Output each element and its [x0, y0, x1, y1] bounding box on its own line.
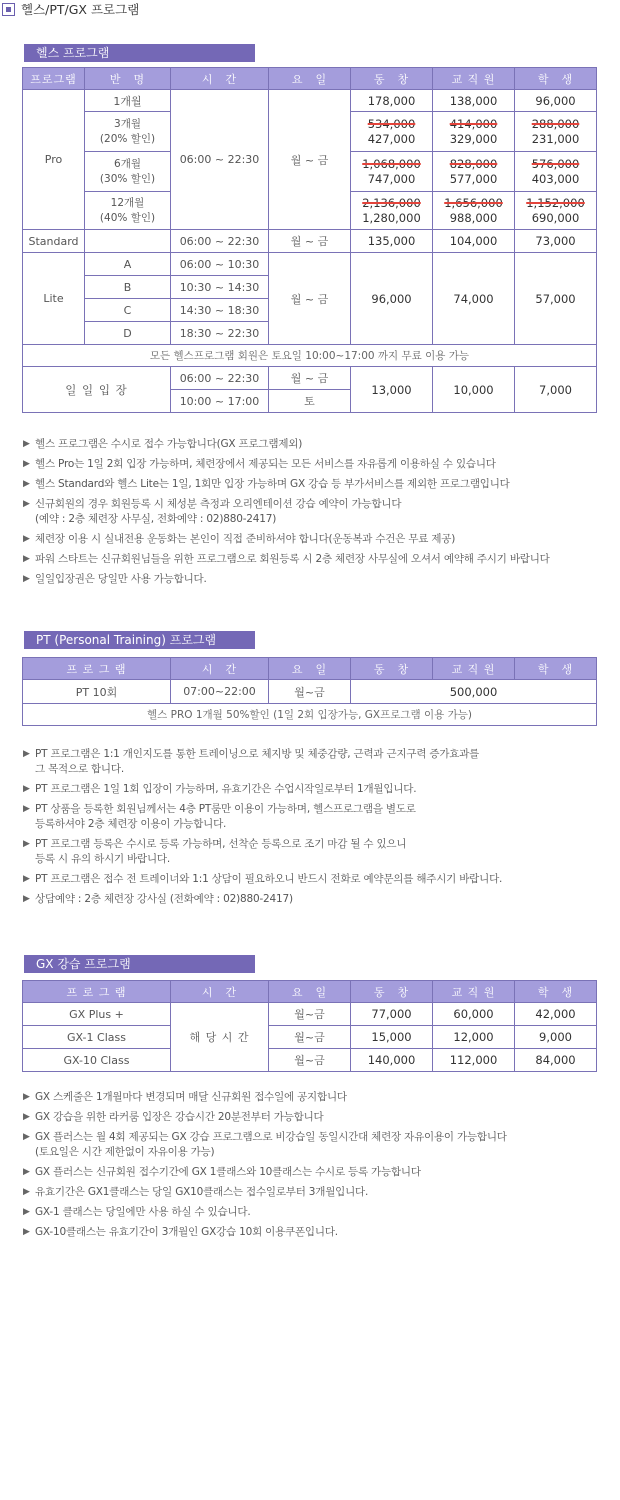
price-student: 57,000: [515, 253, 597, 345]
note-text: PT 프로그램 등록은 수시로 등록 가능하며, 선착순 등록으로 조기 마감 될 수 있으니: [35, 838, 407, 850]
price-student: 7,000: [515, 367, 597, 413]
original-price: 2,136,000: [362, 195, 421, 210]
triangle-bullet-icon: ▶: [23, 749, 30, 759]
note-text: 상담예약 : 2층 체련장 강사실 (전화예약 : 02)880-2417): [35, 893, 293, 905]
note-text: (예약 : 2층 체련장 사무실, 전화예약 : 02)880-2417): [35, 513, 277, 525]
table-row: [23, 90, 597, 112]
price-alumni: 140,000: [351, 1049, 433, 1072]
triangle-bullet-icon: ▶: [23, 839, 30, 849]
note-item: [23, 1110, 603, 1125]
discount-price: 403,000: [531, 171, 580, 186]
pt-notes: [23, 747, 603, 912]
triangle-bullet-icon: ▶: [23, 894, 30, 904]
col-header: 반 명: [85, 68, 171, 90]
col-header: 학 생: [515, 658, 597, 680]
table-row: [23, 367, 597, 390]
col-header: 동 창: [351, 981, 433, 1003]
discount-price: 329,000: [449, 131, 498, 146]
program-name: Standard: [23, 230, 85, 253]
original-price: 1,068,000: [362, 156, 421, 171]
discount-price: 577,000: [449, 171, 498, 186]
col-header: 프로그램: [23, 68, 85, 90]
col-header: 교 직 원: [433, 68, 515, 90]
table-note-row: [23, 704, 597, 726]
page-title: 헬스/PT/GX 프로그램: [21, 2, 140, 17]
class-name: 6개월 (30% 할인): [85, 152, 171, 192]
original-price: 534,000: [367, 116, 416, 131]
note-item: [23, 532, 603, 547]
note-text: 유효기간은 GX1클래스는 당일 GX10클래스는 접수일로부터 3개월입니다.: [35, 1186, 369, 1198]
col-header: 동 창: [351, 68, 433, 90]
note-text: GX 플러스는 월 4회 제공되는 GX 강습 프로그램으로 비강습일 동일시간대 체련장 자유이용이 가능합니다: [35, 1131, 507, 1143]
price-staff: 112,000: [433, 1049, 515, 1072]
note-item: [23, 477, 603, 492]
time-cell: 06:00 ~ 22:30: [171, 367, 269, 390]
note-text: 헬스 Standard와 헬스 Lite는 1일, 1회만 입장 가능하며 GX 강습 등 부가서비스를 제외한 프로그램입니다: [35, 478, 510, 490]
note-text: 체련장 이용 시 실내전용 운동화는 본인이 직접 준비하셔야 합니다(운동복과 수건은 무료 제공): [35, 533, 456, 545]
triangle-bullet-icon: ▶: [23, 804, 30, 814]
table-header-row: [23, 658, 597, 680]
price-student: 9,000: [515, 1026, 597, 1049]
gx-section-tab: GX 강습 프로그램: [24, 955, 255, 973]
gx-notes: [23, 1090, 603, 1245]
price-student: 84,000: [515, 1049, 597, 1072]
price-staff: 104,000: [433, 230, 515, 253]
price-staff: [433, 152, 515, 192]
col-header: 교 직 원: [433, 981, 515, 1003]
col-header: 요 일: [269, 658, 351, 680]
note-item: [23, 1225, 603, 1240]
program-name: Pro: [23, 90, 85, 230]
days-cell: 월~금: [269, 1049, 351, 1072]
time-cell: 해 당 시 간: [171, 1003, 269, 1072]
time-cell: 10:00 ~ 17:00: [171, 390, 269, 413]
discount-price: 231,000: [531, 131, 580, 146]
triangle-bullet-icon: ▶: [23, 1187, 30, 1197]
original-price: 1,656,000: [444, 195, 503, 210]
note-item: [23, 572, 603, 587]
note-item: [23, 782, 603, 797]
note-item: [23, 1130, 603, 1160]
table-note-row: [23, 345, 597, 367]
triangle-bullet-icon: ▶: [23, 1227, 30, 1237]
price-student: 73,000: [515, 230, 597, 253]
note-text: 등록하셔야 2층 체련장 이용이 가능합니다.: [35, 818, 227, 830]
note-text: PT 프로그램은 1:1 개인지도를 통한 트레이닝으로 체지방 및 체중감량, 근력과 근지구력 증가효과를: [35, 748, 480, 760]
triangle-bullet-icon: ▶: [23, 459, 30, 469]
class-name: 12개월 (40% 할인): [85, 192, 171, 230]
page-header: [2, 0, 139, 18]
table-row: [23, 230, 597, 253]
table-header-row: [23, 981, 597, 1003]
note-text: 파워 스타트는 신규회원님들을 위한 프로그램으로 회원등록 시 2층 체련장 사무실에 오셔서 예약해 주시기 바랍니다: [35, 553, 550, 565]
table-row: [23, 680, 597, 704]
original-price: 576,000: [531, 156, 580, 171]
price-staff: 60,000: [433, 1003, 515, 1026]
days-cell: 월 ~ 금: [269, 367, 351, 390]
price-alumni: 77,000: [351, 1003, 433, 1026]
original-price: 414,000: [449, 116, 498, 131]
triangle-bullet-icon: ▶: [23, 439, 30, 449]
col-header: 요 일: [269, 68, 351, 90]
triangle-bullet-icon: ▶: [23, 874, 30, 884]
price-alumni: [351, 112, 433, 152]
triangle-bullet-icon: ▶: [23, 1112, 30, 1122]
col-header: 프 로 그 램: [23, 981, 171, 1003]
program-name: Lite: [23, 253, 85, 345]
days-cell: 월~금: [269, 1003, 351, 1026]
table-row: [23, 1049, 597, 1072]
col-header: 시 간: [171, 68, 269, 90]
days-cell: 월 ~ 금: [269, 90, 351, 230]
pt-price-table: [22, 657, 597, 726]
price-alumni: 135,000: [351, 230, 433, 253]
class-name: C: [85, 299, 171, 322]
note-text: 일일입장권은 당일만 사용 가능합니다.: [35, 573, 207, 585]
col-header: 시 간: [171, 658, 269, 680]
price-alumni: 178,000: [351, 90, 433, 112]
note-item: [23, 1165, 603, 1180]
price-alumni: [351, 152, 433, 192]
price-alumni: [351, 192, 433, 230]
note-text: 헬스 Pro는 1일 2회 입장 가능하며, 체련장에서 제공되는 모든 서비스를 자유롭게 이용하실 수 있습니다: [35, 458, 496, 470]
program-name: PT 10회: [23, 680, 171, 704]
note-item: [23, 837, 603, 867]
col-header: 학 생: [515, 981, 597, 1003]
note-item: [23, 747, 603, 777]
price-staff: [433, 192, 515, 230]
price-staff: 10,000: [433, 367, 515, 413]
col-header: 프 로 그 램: [23, 658, 171, 680]
note-item: [23, 437, 603, 452]
triangle-bullet-icon: ▶: [23, 784, 30, 794]
square-bullet-icon: [2, 3, 15, 16]
col-header: 학 생: [515, 68, 597, 90]
note-text: GX 강습을 위한 라커룸 입장은 강습시간 20분전부터 가능합니다: [35, 1111, 324, 1123]
program-name: GX-1 Class: [23, 1026, 171, 1049]
price-student: [515, 152, 597, 192]
discount-price: 1,280,000: [362, 210, 421, 225]
health-section-tab: 헬스 프로그램: [24, 44, 255, 62]
note-text: 헬스 프로그램은 수시로 접수 가능합니다(GX 프로그램제외): [35, 438, 303, 450]
triangle-bullet-icon: ▶: [23, 534, 30, 544]
note-item: [23, 802, 603, 832]
gx-price-table: [22, 980, 597, 1072]
discount-price: 747,000: [367, 171, 416, 186]
price-alumni: 15,000: [351, 1026, 433, 1049]
table-row: [23, 1026, 597, 1049]
price-student: [515, 112, 597, 152]
note-text: GX 스케줄은 1개월마다 변경되며 매달 신규회원 접수일에 공지합니다: [35, 1091, 347, 1103]
health-price-table: [22, 67, 597, 413]
col-header: 동 창: [351, 658, 433, 680]
note-item: [23, 872, 603, 887]
pt-note: 헬스 PRO 1개월 50%할인 (1일 2회 입장가능, GX프로그램 이용 가능): [23, 704, 597, 726]
triangle-bullet-icon: ▶: [23, 479, 30, 489]
note-text: GX 플러스는 신규회원 접수기간에 GX 1클래스와 10클래스는 수시로 등록 가능합니다: [35, 1166, 421, 1178]
discount-price: 427,000: [367, 131, 416, 146]
note-item: [23, 552, 603, 567]
class-name: 3개월 (20% 할인): [85, 112, 171, 152]
days-cell: 월 ~ 금: [269, 230, 351, 253]
original-price: 288,000: [531, 116, 580, 131]
price-staff: 12,000: [433, 1026, 515, 1049]
original-price: 828,000: [449, 156, 498, 171]
program-name: 일 일 입 장: [23, 367, 171, 413]
days-cell: 월~금: [269, 680, 351, 704]
class-name: [85, 230, 171, 253]
time-cell: 10:30 ~ 14:30: [171, 276, 269, 299]
time-cell: 06:00 ~ 10:30: [171, 253, 269, 276]
pt-section-tab: PT (Personal Training) 프로그램: [24, 631, 255, 649]
price-staff: 74,000: [433, 253, 515, 345]
note-item: [23, 1090, 603, 1105]
class-name: 1개월: [85, 90, 171, 112]
triangle-bullet-icon: ▶: [23, 574, 30, 584]
table-row: [23, 1003, 597, 1026]
note-item: [23, 1205, 603, 1220]
note-item: [23, 892, 603, 907]
time-cell: 14:30 ~ 18:30: [171, 299, 269, 322]
class-name: B: [85, 276, 171, 299]
time-cell: 18:30 ~ 22:30: [171, 322, 269, 345]
price-staff: [433, 112, 515, 152]
note-text: GX-10클래스는 유효기간이 3개월인 GX강습 10회 이용쿠폰입니다.: [35, 1226, 338, 1238]
table-row: [23, 253, 597, 276]
class-name: A: [85, 253, 171, 276]
price-alumni: 13,000: [351, 367, 433, 413]
note-text: PT 프로그램은 1일 1회 입장이 가능하며, 유효기간은 수업시작일로부터 1개월입니다.: [35, 783, 417, 795]
triangle-bullet-icon: ▶: [23, 1132, 30, 1142]
col-header: 요 일: [269, 981, 351, 1003]
time-cell: 06:00 ~ 22:30: [171, 90, 269, 230]
note-text: 그 목적으로 합니다.: [35, 763, 124, 775]
saturday-note: 모든 헬스프로그램 회원은 토요일 10:00~17:00 까지 무료 이용 가능: [23, 345, 597, 367]
note-text: PT 프로그램은 접수 전 트레이너와 1:1 상담이 필요하오니 반드시 전화로 예약문의를 해주시기 바랍니다.: [35, 873, 503, 885]
col-header: 시 간: [171, 981, 269, 1003]
table-header-row: [23, 68, 597, 90]
note-item: [23, 497, 603, 527]
price-student: 96,000: [515, 90, 597, 112]
days-cell: 토: [269, 390, 351, 413]
triangle-bullet-icon: ▶: [23, 1207, 30, 1217]
triangle-bullet-icon: ▶: [23, 1092, 30, 1102]
program-name: GX-10 Class: [23, 1049, 171, 1072]
triangle-bullet-icon: ▶: [23, 499, 30, 509]
price-staff: 138,000: [433, 90, 515, 112]
time-cell: 06:00 ~ 22:30: [171, 230, 269, 253]
price-student: 42,000: [515, 1003, 597, 1026]
discount-price: 690,000: [531, 210, 580, 225]
note-text: 신규회원의 경우 회원등록 시 체성분 측정과 오리엔테이션 강습 예약이 가능합니다: [35, 498, 402, 510]
health-notes: [23, 437, 603, 592]
price-student: [515, 192, 597, 230]
triangle-bullet-icon: ▶: [23, 1167, 30, 1177]
col-header: 교 직 원: [433, 658, 515, 680]
original-price: 1,152,000: [526, 195, 585, 210]
price-all: 500,000: [351, 680, 597, 704]
triangle-bullet-icon: ▶: [23, 554, 30, 564]
note-text: (토요일은 시간 제한없이 자유이용 가능): [35, 1146, 215, 1158]
class-name: D: [85, 322, 171, 345]
note-item: [23, 1185, 603, 1200]
program-name: GX Plus +: [23, 1003, 171, 1026]
discount-price: 988,000: [449, 210, 498, 225]
note-text: PT 상품을 등록한 회원님께서는 4층 PT룸만 이용이 가능하며, 헬스프로그램을 별도로: [35, 803, 416, 815]
price-alumni: 96,000: [351, 253, 433, 345]
note-text: 등록 시 유의 하시기 바랍니다.: [35, 853, 171, 865]
note-item: [23, 457, 603, 472]
days-cell: 월 ~ 금: [269, 253, 351, 345]
days-cell: 월~금: [269, 1026, 351, 1049]
note-text: GX-1 클래스는 당일에만 사용 하실 수 있습니다.: [35, 1206, 251, 1218]
time-cell: 07:00~22:00: [171, 680, 269, 704]
